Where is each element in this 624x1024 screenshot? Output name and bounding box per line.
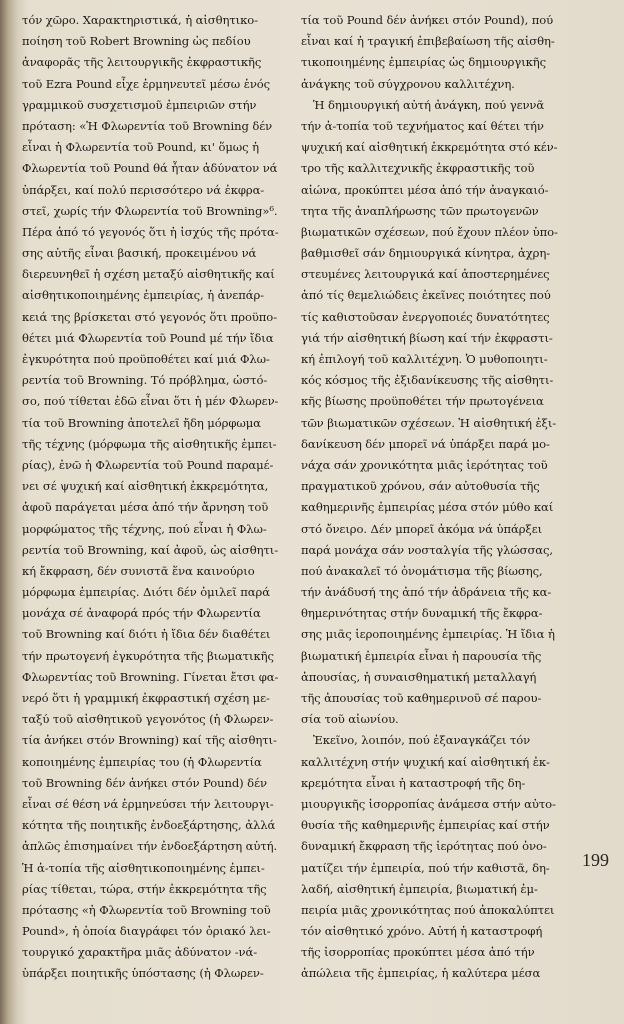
text-line: ἀνάγκης τοῦ σύγχρονου καλλιτέχνη. bbox=[301, 76, 515, 91]
text-line: μιουργικῆς ἰσορροπίας ἀνάμεσα στήν αὐτο- bbox=[301, 796, 556, 811]
text-line: πρόταση: «Ἡ Φλωρεντία τοῦ Browning δέν bbox=[22, 118, 273, 133]
text-line: κή ἐπιλογή τοῦ καλλιτέχνη. Ὁ μυθοποιητι- bbox=[301, 352, 548, 366]
text-line: αἰώνα, προκύπτει μέσα ἀπό τήν ἀναγκαιό- bbox=[301, 182, 549, 197]
text-line: μόρφωμα ἐμπειρίας. Διότι δέν ὁμιλεῖ παρά bbox=[22, 585, 270, 600]
text-line: ἀφοῦ παράγεται μέσα ἀπό τήν ἄρνηση τοῦ bbox=[22, 500, 269, 515]
text-line: τήν ἀ-τοπία τοῦ τεχνήματος καί θέτει τήν bbox=[301, 118, 544, 133]
text-line: ἀπώλεια τῆς ἐμπειρίας, ἡ καλύτερα μέσα bbox=[301, 966, 541, 981]
text-line: εἶναι καί ἡ τραγική ἐπιβεβαίωση τῆς αἰσθη- bbox=[301, 34, 555, 49]
text-line: τοῦ Browning καί διότι ἡ ἴδια δέν διαθέτει bbox=[22, 627, 271, 642]
text-line: θυσία τῆς καθημερινῆς ἐμπειρίας καί στήν bbox=[301, 818, 550, 833]
text-line: παρά μονάχα σάν νοσταλγία τῆς γλώσσας, bbox=[301, 542, 554, 557]
text-line: δανίκευση δέν μπορεῖ νά ὑπάρξει παρά μο- bbox=[301, 436, 550, 451]
text-line: ἀπουσίας, ἡ συναισθηματική μεταλλαγή bbox=[301, 669, 537, 684]
text-line: σης αὐτῆς εἶναι βασική, προκειμένου νά bbox=[22, 246, 257, 261]
text-line: μορφώματος τῆς τέχνης, πού εἶναι ἡ Φλω- bbox=[22, 521, 267, 536]
text-line: ταξύ τοῦ αἰσθητικοῦ γεγονότος (ἡ Φλωρεν- bbox=[22, 712, 274, 727]
text-line: κός κόσμος τῆς ἐξιδανίκευσης τῆς αἰσθητι- bbox=[301, 373, 554, 388]
text-line: εἶναι ἡ Φλωρεντία τοῦ Pound, κι' ὅμως ἡ bbox=[22, 140, 259, 155]
text-line: ἐγκυρότητα πού προϋποθέτει καί μιά Φλω- bbox=[22, 352, 270, 366]
text-line: Πέρα ἀπό τό γεγονός ὅτι ἡ ἰσχύς τῆς πρότα- bbox=[22, 224, 279, 239]
text-line: τῆς ἀπουσίας τοῦ καθημερινοῦ σέ παρου- bbox=[301, 691, 542, 705]
text-line: τόν αἰσθητικό χρόνο. Αὐτή ἡ καταστροφή bbox=[301, 924, 543, 939]
text-line: ἀναφορᾶς τῆς λειτουργικῆς ἐκφραστικῆς bbox=[22, 55, 262, 70]
text-line: στευμένες λειτουργικά καί ἀποστερημένες bbox=[301, 267, 550, 282]
text-line: ὑπάρξει ποιητικῆς ὑπόστασης (ἡ Φλωρεν- bbox=[22, 966, 264, 981]
text-line: βιωματική ἐμπειρία εἶναι ἡ παρουσία τῆς bbox=[301, 648, 542, 663]
text-line: κρεμότητα εἶναι ἡ καταστροφή τῆς δη- bbox=[301, 775, 526, 790]
text-line: ψυχική καί αἰσθητική ἐκκρεμότητα στό κέν- bbox=[301, 140, 558, 155]
text-line: πειρία μιᾶς χρονικότητας πού ἀποκαλύπτει bbox=[301, 902, 555, 917]
text-line: Ἐκεῖνο, λοιπόν, πού ἐξαναγκάζει τόν bbox=[313, 733, 531, 748]
right-text-column bbox=[301, 10, 570, 985]
text-line: Ἡ δημιουργική αὐτή ἀνάγκη, πού γεννᾶ bbox=[313, 97, 545, 112]
text-line: διερευνηθεῖ ἡ σχέση μεταξύ αἰσθητικῆς καί bbox=[22, 267, 275, 282]
text-line: ὑπάρξει, καί πολύ περισσότερο νά ἐκφρα- bbox=[22, 182, 265, 197]
text-line: λαδή, αἰσθητική ἐμπειρία, βιωματική ἐμ- bbox=[301, 881, 538, 896]
text-line: ρίας τίθεται, τώρα, στήν ἐκκρεμότητα τῆς bbox=[22, 881, 267, 896]
text-line: τόν χῶρο. Χαρακτηριστικά, ἡ αἰσθητικο- bbox=[22, 13, 258, 27]
text-line: μονάχα σέ ἀναφορά πρός τήν Φλωρεντία bbox=[22, 606, 261, 621]
text-line: τίς καθιστοῦσαν ἐνεργοποιές δυνατότητες bbox=[301, 309, 550, 324]
text-line: κῆς βίωσης προϋποθέτει τήν πρωτογένεια bbox=[301, 394, 544, 409]
text-line: στό ὄνειρο. Δέν μπορεῖ ἀκόμα νά ὑπάρξει bbox=[301, 521, 543, 536]
text-line: Φλωρεντία τοῦ Pound θά ἦταν ἀδύνατον νά bbox=[22, 161, 278, 176]
text-line: κότητα τῆς ποιητικῆς ἐνδοεξάρτησης, ἀλλά bbox=[22, 818, 276, 833]
text-line: τήν ἀνάδυσή της ἀπό τήν ἀδράνεια τῆς κα- bbox=[301, 585, 552, 600]
text-line: νει σέ ψυχική καί αἰσθητική ἐκκρεμότητα, bbox=[22, 479, 269, 494]
text-line: τοῦ Browning δέν ἀνήκει στόν Pound) δέν bbox=[22, 775, 267, 790]
text-line: ποίηση τοῦ Robert Browning ὡς πεδίου bbox=[22, 34, 251, 49]
text-line: δυναμική ἔκφραση τῆς ἱερότητας πού ὀνο- bbox=[301, 839, 547, 854]
text-line: τῆς τέχνης (μόρφωμα τῆς αἰσθητικῆς ἐμπει- bbox=[22, 436, 277, 451]
text-line: τρο τῆς καλλιτεχνικῆς ἐκφραστικῆς τοῦ bbox=[301, 161, 535, 176]
text-line: τικοποιημένης ἐμπειρίας ὡς δημιουργικῆς bbox=[301, 55, 547, 70]
text-line: ἀπό τίς θεμελιώδεις ἐκεῖνες ποιότητες πού bbox=[301, 288, 551, 303]
text-line: γιά τήν αἰσθητική βίωση καί τήν ἐκφραστι- bbox=[301, 330, 553, 345]
text-line: τητα τῆς ἀναπλήρωσης τῶν πρωτογενῶν bbox=[301, 203, 539, 218]
text-line: κοποιημένης ἐμπειρίας του (ἡ Φλωρεντία bbox=[22, 754, 262, 769]
text-line: θέτει μιά Φλωρεντία τοῦ Pound μέ τήν ἴδια bbox=[22, 330, 274, 345]
left-text-column bbox=[22, 10, 290, 985]
text-line: εἶναι σέ θέση νά ἑρμηνεύσει τήν λειτουργι- bbox=[22, 796, 274, 811]
text-line: βαθμισθεῖ σάν δημιουργικά κίνητρα, ἀχρη- bbox=[301, 246, 551, 261]
page-number: 199 bbox=[582, 850, 609, 870]
text-line: ματίζει τήν ἐμπειρία, πού τήν καθιστᾶ, δη- bbox=[301, 860, 550, 875]
text-line: τία τοῦ Browning ἀποτελεῖ ἤδη μόρφωμα bbox=[22, 415, 261, 430]
text-line: γραμμικοῦ συσχετισμοῦ ἐμπειριῶν στήν bbox=[22, 97, 257, 112]
text-line: πρότασης «ἡ Φλωρεντία τοῦ Browning τοῦ bbox=[22, 902, 271, 917]
text-line: ἁπλῶς ἐπισημαίνει τήν ἐνδοεξάρτηση αὐτή. bbox=[22, 839, 278, 854]
text-line: ρεντία τοῦ Browning. Τό πρόβλημα, ὡστό- bbox=[22, 373, 268, 388]
text-line: θημερινότητας στήν δυναμική τῆς ἔκφρα- bbox=[301, 606, 543, 621]
text-line: ρεντία τοῦ Browning, καί ἀφοῦ, ὡς αἰσθητι- bbox=[22, 542, 279, 557]
text-line: Ἡ ἀ-τοπία τῆς αἰσθητικοποιημένης ἐμπει- bbox=[22, 860, 265, 875]
text-line: καθημερινῆς ἐμπειρίας μέσα στόν μύθο καί bbox=[301, 500, 554, 515]
text-line: στεῖ, χωρίς τήν Φλωρεντία τοῦ Browning»⁶. bbox=[22, 203, 278, 218]
text-line: κειά της βρίσκεται στό γεγονός ὅτι προϋπο- bbox=[22, 309, 278, 324]
text-line: ρίας), ἐνῶ ἡ Φλωρεντία τοῦ Pound παραμέ- bbox=[22, 457, 274, 472]
text-line: τῆς ἰσορροπίας προκύπτει μέσα ἀπό τήν bbox=[301, 945, 535, 960]
text-line: νερό ὅτι ἡ γραμμική ἐκφραστική σχέση με- bbox=[22, 691, 270, 705]
text-line: βιωματικῶν σχέσεων, πού ἔχουν πλέον ὑπο- bbox=[301, 224, 558, 239]
text-line: αἰσθητικοποιημένης ἐμπειρίας, ἡ ἀνεπάρ- bbox=[22, 288, 264, 303]
text-line: τοῦ Ezra Pound εἶχε ἑρμηνευτεῖ μέσω ἑνός bbox=[22, 76, 271, 91]
text-line: πραγματικοῦ χρόνου, σάν αὐτοθυσία τῆς bbox=[301, 479, 540, 494]
text-line: τία ἀνήκει στόν Browning) καί τῆς αἰσθητι- bbox=[22, 733, 277, 748]
text-line: πού ἀνακαλεῖ τό ὀνομάτισμα τῆς βίωσης, bbox=[301, 563, 543, 578]
text-line: νάχα σάν χρονικότητα μιᾶς ἱερότητας τοῦ bbox=[301, 457, 548, 472]
text-line: τῶν βιωματικῶν σχέσεων. Ἡ αἰσθητική ἐξι- bbox=[301, 415, 557, 430]
text-line: κή ἔκφραση, δέν συνιστᾶ ἕνα καινούριο bbox=[22, 563, 255, 578]
text-line: σία τοῦ αἰωνίου. bbox=[301, 712, 399, 727]
text-line: Pound», ἡ ὁποία διαγράφει τόν ὁριακό λει- bbox=[22, 924, 271, 939]
text-line: Φλωρεντίας τοῦ Browning. Γίνεται ἔτσι φα- bbox=[22, 669, 279, 684]
text-line: τήν πρωτογενή ἐγκυρότητα τῆς βιωματικῆς bbox=[22, 648, 274, 663]
text-line: τουργικό χαρακτῆρα μιᾶς ἀδύνατον -νά- bbox=[22, 945, 258, 960]
text-line: τία τοῦ Pound δέν ἀνήκει στόν Pound), πού bbox=[301, 13, 554, 27]
text-line: σο, πού τίθεται ἐδῶ εἶναι ὅτι ἡ μέν Φλωρεν- bbox=[22, 394, 279, 409]
text-line: καλλιτέχνη στήν ψυχική καί αἰσθητική ἐκ- bbox=[301, 754, 550, 769]
text-line: σης μιᾶς ἱεροποιημένης ἐμπειρίας. Ἡ ἴδια ἡ bbox=[301, 627, 555, 642]
